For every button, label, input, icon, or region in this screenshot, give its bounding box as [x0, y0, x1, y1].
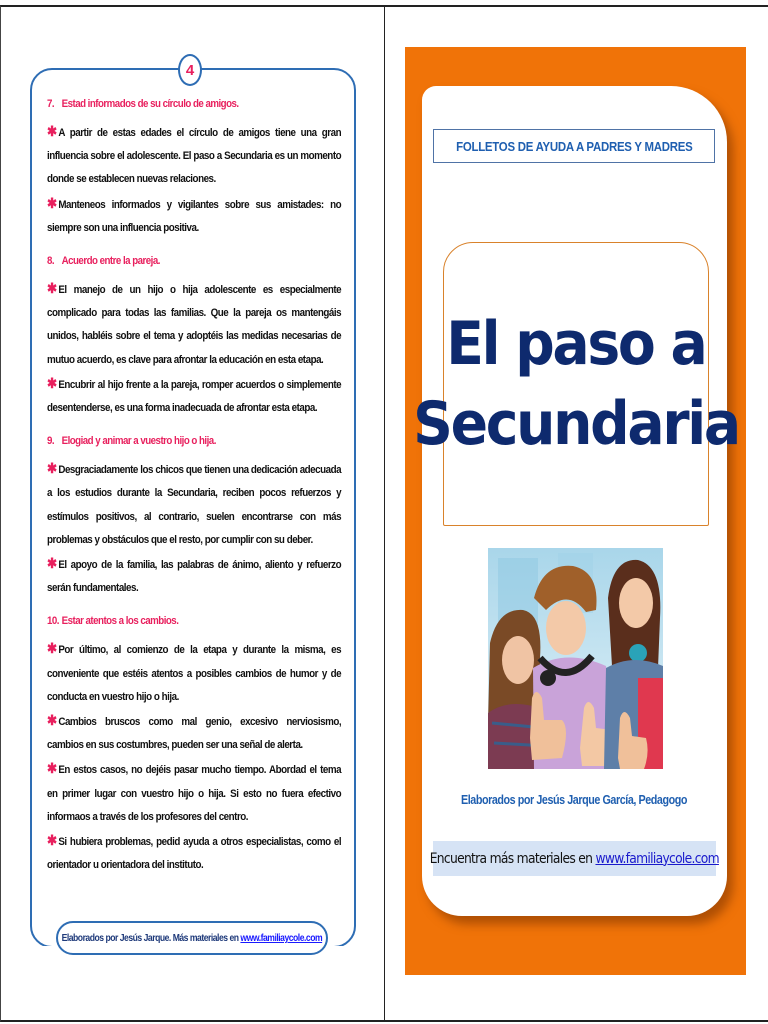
bullet-paragraph: ✱ Encubrir al hijo frente a la pareja, romper acuerdos o simplemente desentenderse, es una forma inadecuada de afrontar esta etapa.	[47, 374, 342, 415]
bullet-paragraph: ✱ Si hubiera problemas, pedid ayuda a otros especialistas, como el orientador u orientadora del instituto.	[47, 832, 342, 872]
cover-author: Elaborados por Jesús Jarque García, Pedagogo	[460, 793, 688, 807]
page-number-badge: 4	[178, 54, 202, 86]
left-page-content	[47, 96, 341, 890]
section-couple-agreement	[47, 253, 341, 420]
cover-title-line-2: Secundaria	[413, 389, 739, 459]
asterisk-icon: ✱	[47, 374, 57, 391]
asterisk-icon: ✱	[47, 460, 57, 477]
asterisk-icon: ✱	[47, 123, 57, 139]
series-label-box	[433, 129, 715, 163]
asterisk-icon: ✱	[47, 280, 57, 297]
bullet-paragraph: ✱ El apoyo de la familia, las palabras de ánimo, aliento y refuerzo serán fundamentales.	[47, 555, 342, 595]
asterisk-icon: ✱	[47, 640, 57, 657]
left-footer	[56, 921, 328, 955]
bullet-paragraph: ✱ Manteneos informados y vigilantes sobre sus amistades: no siempre son una influencia positiva.	[47, 194, 342, 234]
page-divider	[384, 6, 385, 1022]
section-praise	[47, 433, 341, 600]
section-title: 9. Elogiad y animar a vuestro hijo o hija.	[47, 435, 216, 448]
section-title: 10. Estar atentos a los cambios.	[47, 615, 179, 628]
series-label: FOLLETOS DE AYUDA A PADRES Y MADRES	[455, 138, 693, 154]
section-title: 8. Acuerdo entre la pareja.	[47, 255, 160, 268]
bullet-paragraph: ✱ El manejo de un hijo o hija adolescente es especialmente complicado para todas las familias. Que la pareja os mantengáis unidos, habléis sobre el tema y adoptéis las medidas necesarias de mutuo acuerdo, es clave para afrontar la educación en esta etapa.	[47, 280, 342, 366]
asterisk-icon: ✱	[47, 712, 57, 729]
section-friends	[47, 96, 341, 240]
footer-website-link[interactable]: www.familiaycole.com	[240, 932, 323, 944]
bullet-paragraph: ✱ Cambios bruscos como mal genio, excesivo nerviosismo, cambios en sus costumbres, pueden ser una señal de alerta.	[47, 712, 342, 752]
cover-title-line-1: El paso a	[446, 309, 706, 379]
bullet-paragraph: ✱ Por último, al comienzo de la etapa y durante la misma, es conveniente que estéis atentos a posibles cambios de humor y de conducta en vuestro hijo o hija.	[47, 640, 342, 703]
cover-title-box	[413, 242, 739, 526]
teenagers-photo-illustration	[488, 548, 663, 769]
more-materials-text: Encuentra más materiales en	[429, 850, 596, 867]
section-changes	[47, 613, 341, 877]
bullet-paragraph: ✱ A partir de estas edades el círculo de amigos tiene una gran influencia sobre el adolescente. El paso a Secundaria es un momento donde se establecen nuevas relaciones.	[47, 123, 342, 186]
cover-photo-teenagers	[488, 548, 663, 769]
bullet-paragraph: ✱ En estos casos, no dejéis pasar mucho tiempo. Abordad el tema en primer lugar con vuestro hijo o hija. Si esto no fuera efectivo informaos a través de los profesores del centro.	[47, 760, 342, 823]
cover-website-link[interactable]: www.familiaycole.com	[595, 850, 720, 867]
asterisk-icon: ✱	[47, 832, 57, 849]
section-title: 7. Estad informados de su círculo de amigos.	[47, 98, 239, 110]
asterisk-icon: ✱	[47, 194, 57, 211]
footer-text: Elaborados por Jesús Jarque. Más materiales en	[61, 932, 241, 944]
bullet-paragraph: ✱ Desgraciadamente los chicos que tienen una dedicación adecuada a los estudios durante la Secundaria, reciben pocos refuerzos y estímulos positivos, al contrario, suelen encontrarse con más problemas y obstáculos que el resto, por cumplir con su deber.	[47, 460, 342, 546]
more-materials-bar	[429, 841, 720, 876]
asterisk-icon: ✱	[47, 555, 57, 572]
asterisk-icon: ✱	[47, 760, 57, 777]
